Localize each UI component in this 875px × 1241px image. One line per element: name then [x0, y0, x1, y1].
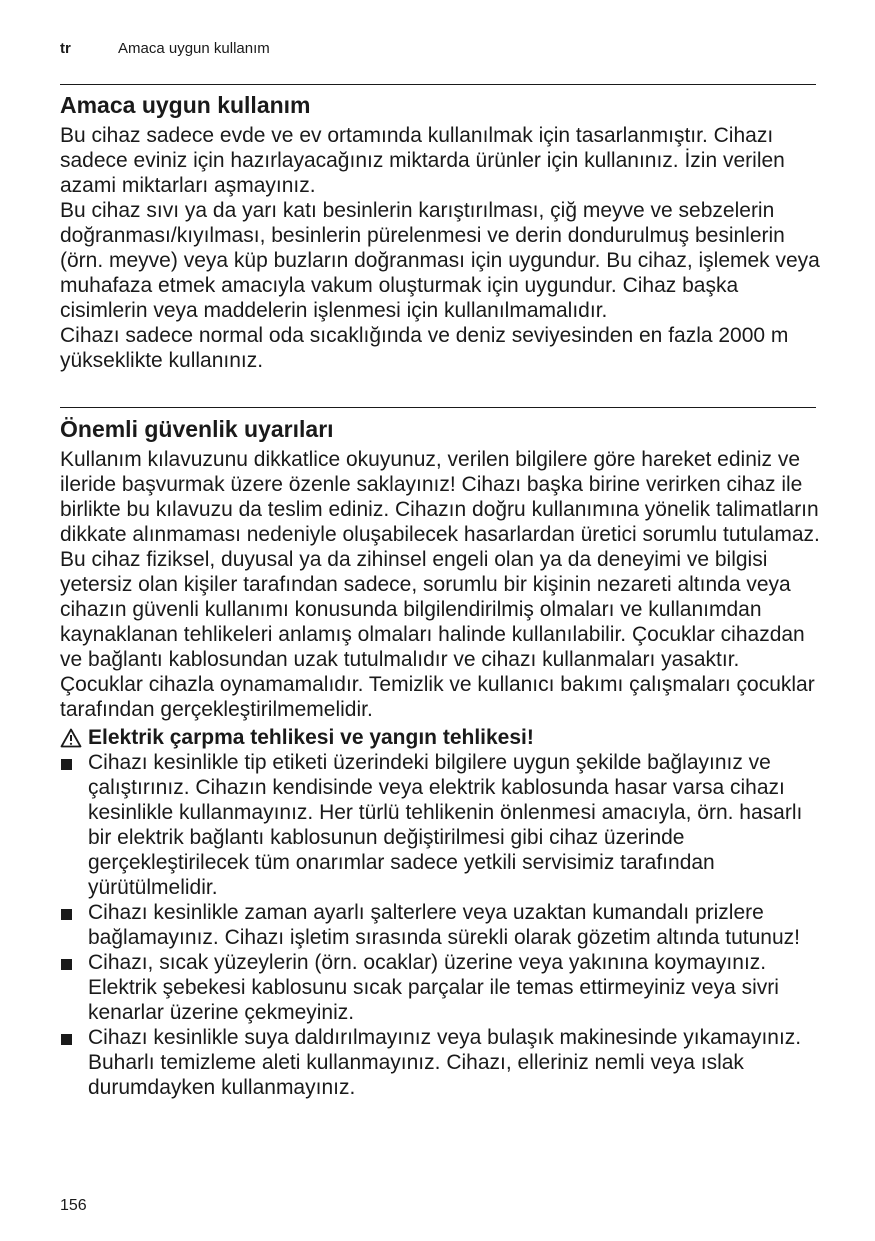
warning-list — [60, 750, 820, 1100]
square-bullet-icon — [61, 1034, 72, 1045]
divider — [60, 407, 816, 408]
page-header — [60, 40, 270, 57]
list-item-text: Cihazı kesinlikle suya daldırılmayınız veya bulaşık makinesinde yıkamayınız. Buharlı temizleme aleti kullanmayınız. Cihazı, elleriniz nemli veya ıslak durumdayken kullanmayınız. — [88, 1026, 802, 1099]
section-intended-use — [60, 90, 820, 373]
page-number: 156 — [60, 1197, 87, 1214]
square-bullet-icon — [61, 909, 72, 920]
list-item — [60, 1025, 820, 1100]
section-heading: Amaca uygun kullanım — [60, 92, 311, 118]
list-item — [60, 750, 820, 900]
section-safety-warnings — [60, 414, 820, 1100]
square-bullet-icon — [61, 959, 72, 970]
section-heading: Önemli güvenlik uyarıları — [60, 416, 334, 442]
divider — [60, 84, 816, 85]
square-bullet-icon — [61, 759, 72, 770]
paragraph: Cihazı sadece normal oda sıcaklığında ve deniz seviyesinden en fazla 2000 m yükseklikte kullanınız. — [60, 324, 789, 372]
list-item-text: Cihazı kesinlikle tip etiketi üzerindeki bilgilere uygun şekilde bağlayınız ve çalıştırınız. Cihazın kendisinde veya elektrik kablosunda hasar varsa cihazı kesinlikle kullanmayınız. Her türlü tehlikenin önlenmesi amacıyla, örn. hasarlı bir elektrik bağlantı kablosunun değiştirilmesi gibi cihaz üzerinde gerçekleştirilecek tüm onarımlar sadece yetkili servisimiz tarafından yürütülmelidir. — [88, 751, 803, 899]
language-code: tr — [60, 40, 71, 57]
warning-title-text: Elektrik çarpma tehlikesi ve yangın tehlikesi! — [88, 726, 534, 749]
list-item — [60, 900, 820, 950]
paragraph: Bu cihaz sadece evde ve ev ortamında kullanılmak için tasarlanmıştır. Cihazı sadece eviniz için hazırlayacağınız miktarda ürünler için kullanınız. İzin verilen azami miktarları aşmayınız. — [60, 124, 785, 197]
paragraph: Bu cihaz fiziksel, duyusal ya da zihinsel engeli olan ya da deneyimi ve bilgisi yetersiz olan kişiler tarafından sadece, sorumlu bir kişinin nezareti altında veya cihazın güvenli kullanımı konusunda bilgilendirilmiş olmaları ve kullanımdan kaynaklanan tehlikeleri anlamış olmaları halinde kullanılabilir. Çocuklar cihazdan ve bağlantı kablosundan uzak tutulmalıdır ve cihazı kullanmaları yasaktır. Çocuklar cihazla oynamamalıdır. Temizlik ve kullanıcı bakımı çalışmaları çocuklar tarafından gerçekleştirilmemelidir. — [60, 548, 815, 721]
list-item — [60, 950, 820, 1025]
paragraph: Kullanım kılavuzunu dikkatlice okuyunuz, verilen bilgilere göre hareket ediniz ve ileride başvurmak üzere özenle saklayınız! Cihazı başka birine verirken cihaz ile birlikte bu kılavuzu da teslim ediniz. Cihazın doğru kullanımına yönelik talimatların dikkate alınmaması nedeniyle oluşabilecek hasarlardan üretici sorumlu tutulamaz. — [60, 448, 820, 546]
header-title: Amaca uygun kullanım — [118, 40, 270, 57]
paragraph: Bu cihaz sıvı ya da yarı katı besinlerin karıştırılması, çiğ meyve ve sebzelerin doğranması/kıyılması, besinlerin pürelenmesi ve derin dondurulmuş besinlerin (örn. meyve) veya küp buzların doğranması için uygundur. Bu cihaz, işlemek veya muhafaza etmek amacıyla vakum oluşturmak için uygundur. Cihaz başka cisimlerin veya maddelerin işlenmesi için kullanılmamalıdır. — [60, 199, 820, 322]
warning-triangle-icon — [60, 728, 82, 748]
warning-title — [60, 725, 820, 750]
list-item-text: Cihazı kesinlikle zaman ayarlı şalterlere veya uzaktan kumandalı prizlere bağlamayınız. Cihazı işletim sırasında sürekli olarak gözetim altında tutunuz! — [88, 901, 801, 949]
list-item-text: Cihazı, sıcak yüzeylerin (örn. ocaklar) üzerine veya yakınına koymayınız. Elektrik şebekesi kablosunu sıcak parçalar ile temas ettirmeyiniz veya sivri kenarlar üzerine çekmeyiniz. — [88, 951, 779, 1024]
